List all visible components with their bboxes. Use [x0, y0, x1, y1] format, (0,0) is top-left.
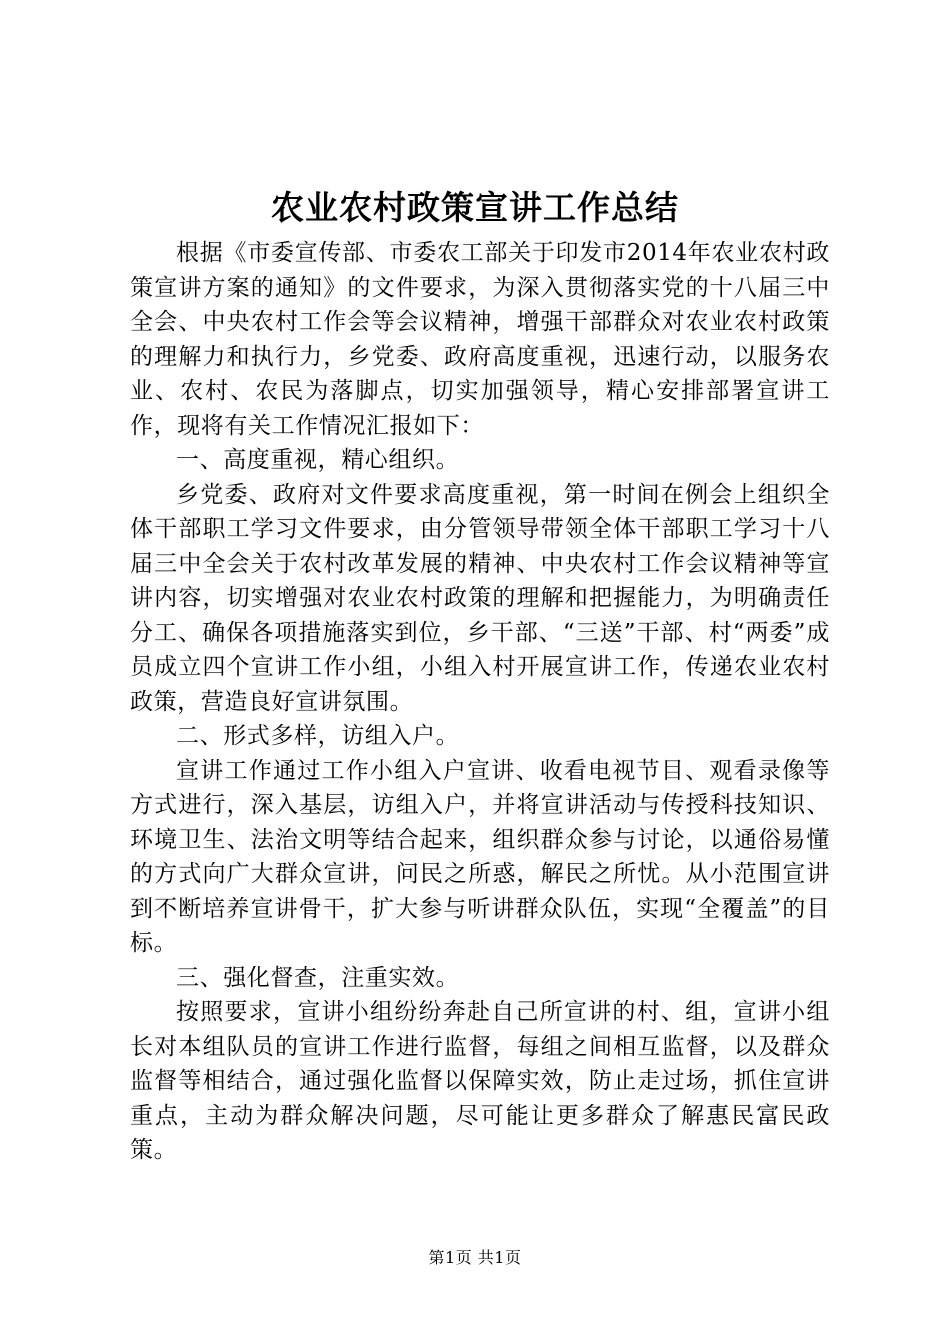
section-body-3: 按照要求，宣讲小组纷纷奔赴自己所宣讲的村、组，宣讲小组长对本组队员的宣讲工作进行监督，每组之间相互监督，以及群众监督等相结合，通过强化监督以保障实效，防止走过场，抓住宣讲重点，主动为群众解决问题，尽可能让更多群众了解惠民富民政策。 — [130, 999, 830, 1163]
section-heading-1: 一、高度重视，精心组织。 — [176, 447, 460, 473]
section-heading-3: 三、强化督查，注重实效。 — [176, 964, 460, 991]
intro-paragraph: 根据《市委宣传部、市委农工部关于印发市2014年农业农村政策宣讲方案的通知》的文件要求，为深入贯彻落实党的十八届三中全会、中央农村工作会等会议精神，增强干部群众对农业农村政策的理解力和执行力，乡党委、政府高度重视，迅速行动，以服务农业、农村、农民为落脚点，切实加强领导，精心安排部署宣讲工作，现将有关工作情况汇报如下： — [130, 240, 830, 439]
document-body — [130, 236, 830, 1168]
section-body-2: 宣讲工作通过工作小组入户宣讲、收看电视节目、观看录像等方式进行，深入基层，访组入户，并将宣讲活动与传授科技知识、环境卫生、法治文明等结合起来，组织群众参与讨论，以通俗易懂的方式向广大群众宣讲，问民之所惑，解民之所忧。从小范围宣讲到不断培养宣讲骨干，扩大参与听讲群众队伍，实现“全覆盖”的目标。 — [130, 757, 830, 956]
section-heading-2: 二、形式多样，访组入户。 — [176, 723, 460, 749]
page-footer: 第1页 共1页 — [428, 1248, 522, 1267]
document-title: 农业农村政策宣讲工作总结 — [271, 188, 679, 227]
section-body-1: 乡党委、政府对文件要求高度重视，第一时间在例会上组织全体干部职工学习文件要求，由分管领导带领全体干部职工学习十八届三中全会关于农村改革发展的精神、中央农村工作会议精神等宣讲内容，切实增强对农业农村政策的理解和把握能力，为明确责任分工、确保各项措施落实到位，乡干部、“三送”干部、村“两委”成员成立四个宣讲工作小组，小组入村开展宣讲工作，传递农业农村政策，营造良好宣讲氛围。 — [130, 481, 830, 715]
